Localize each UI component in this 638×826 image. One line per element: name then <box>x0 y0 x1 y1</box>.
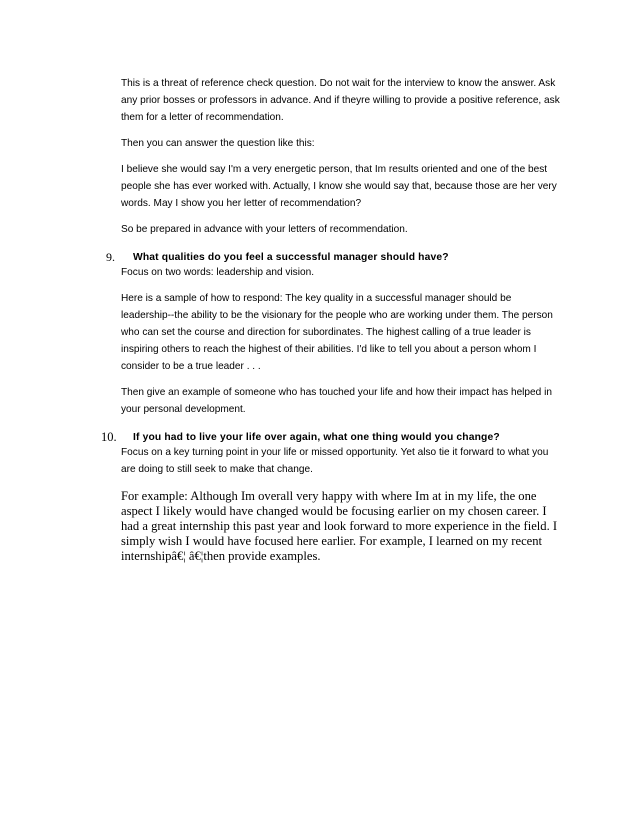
question-10-number: 10. <box>101 430 117 444</box>
intro-paragraph-4: So be prepared in advance with your letters of recommendation. <box>121 224 408 235</box>
question-10-paragraph-2: For example: Although Im overall very happy with where Im at in my life, the one aspect I likely would have changed would be focusing earlier on my chosen career. I had a great internship this past year and look forward to more experience in the field. I simply wish I would have focused here earlier. For example, I learned on my recent internshipâ€¦ â€¦then provide examples. <box>121 489 558 563</box>
question-10-example <box>121 489 561 564</box>
question-9-paragraph-2: Here is a sample of how to respond: The key quality in a successful manager should be leadership--the ability to be the visionary for the people who are working under them. The person who can set the course and direction for subordinates. The highest calling of a true leader is inspiring others to reach the highest of their abilities. I'd like to tell you about a person whom I consider to be a true leader . . . <box>121 293 553 372</box>
intro-paragraph-2: Then you can answer the question like this: <box>121 138 315 149</box>
intro-paragraph-1: This is a threat of reference check question. Do not wait for the interview to know the answer. Ask any prior bosses or professors in advance. And if theyre willing to provide a positive reference, ask them for a letter of recommendation. <box>121 78 560 123</box>
question-10-body <box>121 444 561 478</box>
question-9-heading: What qualities do you feel a successful manager should have? <box>133 252 449 263</box>
question-10-heading: If you had to live your life over again, what one thing would you change? <box>133 432 500 443</box>
intro-section <box>121 75 561 238</box>
question-9-body <box>121 264 561 418</box>
question-10-paragraph-1: Focus on a key turning point in your life or missed opportunity. Yet also tie it forward to what you are doing to still seek to make that change. <box>121 447 549 475</box>
question-9-paragraph-3: Then give an example of someone who has touched your life and how their impact has helped in your personal development. <box>121 387 552 415</box>
intro-paragraph-3: I believe she would say I'm a very energetic person, that Im results oriented and one of the best people she has ever worked with. Actually, I know she would say that, because those are her very words. May I show you her letter of recommendation? <box>121 164 557 209</box>
question-9-number: 9. <box>106 250 115 264</box>
question-9-paragraph-1: Focus on two words: leadership and vision. <box>121 267 315 278</box>
